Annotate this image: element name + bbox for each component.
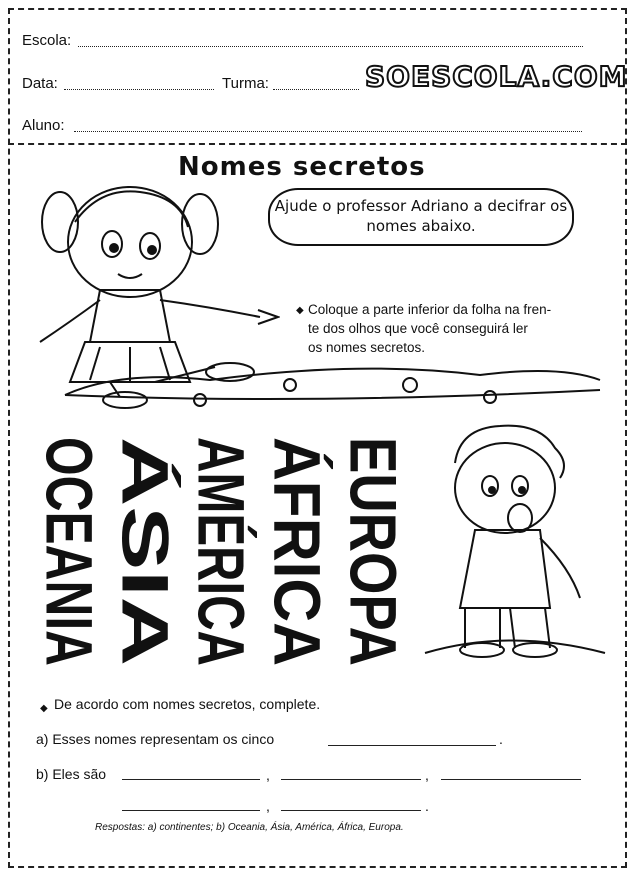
ground-illustration	[60, 355, 605, 415]
secret-names-graphic	[32, 434, 410, 669]
questions-prompt: De acordo com nomes secretos, complete.	[54, 696, 321, 712]
question-b-blank-2[interactable]	[281, 779, 421, 780]
question-a: a) Esses nomes representam os cinco	[36, 731, 275, 747]
aluno-line[interactable]	[74, 131, 582, 132]
question-b-blank-3[interactable]	[441, 779, 581, 780]
comma: ,	[425, 767, 429, 783]
secret-name-3: AMÉRICA	[184, 437, 258, 577]
secret-name-1: OCEANIA	[32, 437, 106, 576]
instruction-line-1: Coloque a parte inferior da folha na fren-	[308, 302, 552, 317]
data-line[interactable]	[64, 89, 214, 90]
escola-label: Escola:	[22, 32, 72, 49]
turma-line[interactable]	[273, 89, 359, 90]
question-a-blank[interactable]	[328, 745, 496, 746]
question-b-period: .	[425, 798, 429, 814]
question-b-blank-1[interactable]	[122, 779, 260, 780]
question-b-blank-4[interactable]	[122, 810, 260, 811]
page-title: Nomes secretos	[178, 152, 426, 182]
data-label: Data:	[22, 75, 58, 92]
boy-illustration	[420, 418, 610, 663]
comma: ,	[266, 767, 270, 783]
question-a-period: .	[499, 731, 503, 747]
escola-line[interactable]	[78, 46, 583, 47]
speech-bubble: Ajude o professor Adriano a decifrar os nomes abaixo.	[268, 188, 574, 246]
instruction-line-3: os nomes secretos.	[308, 340, 426, 355]
question-b: b) Eles são	[36, 766, 107, 782]
secret-names	[32, 434, 410, 669]
site-logo: SOESCOLA.COM	[365, 60, 628, 93]
header-separator	[8, 143, 627, 145]
bullet-icon: ◆	[40, 703, 48, 714]
secret-name-2: ÁSIA	[108, 437, 182, 509]
comma: ,	[266, 798, 270, 814]
aluno-label: Aluno:	[22, 117, 65, 134]
answer-key: Respostas: a) continentes; b) Oceania, Ásia, América, África, Europa.	[95, 822, 404, 833]
question-b-blank-5[interactable]	[281, 810, 421, 811]
bullet-icon: ◆	[296, 305, 304, 316]
instruction-line-2: te dos olhos que você conseguirá ler	[308, 321, 528, 336]
turma-label: Turma:	[222, 75, 269, 92]
secret-name-5: EUROPA	[336, 437, 410, 564]
secret-name-4: ÁFRICA	[260, 437, 334, 551]
